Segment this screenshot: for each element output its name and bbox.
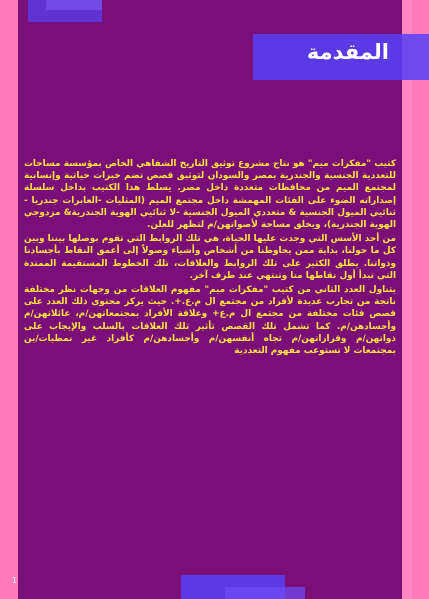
page-title: المقدمة (306, 40, 389, 64)
paragraph-2: من أحد الأسس التي وجدت عليها الحياة، هي تلك الروابط التي تقوم بوصلها بيننا وبين كل ما حولنا، بداية ممن يحاوطنا من أشخاص وأشياء وصولاً إلى أعمق النقاط بأجسادنا وذواتنا. يطلق الكثير على تلك الروابط والعلاقات، تلك الخطوط المستقيمة الممتدة التي تبدأ أول نقاطها منا وتنتهي عند طرف آخر. (24, 234, 396, 281)
page-number: 1 (12, 576, 18, 585)
left-pink-strip (0, 0, 18, 599)
header-band-overlap (402, 34, 429, 80)
paragraph-3: يتناول العدد الثاني من كتيب "مفكرات ميم" مفهوم العلاقات من وجهات نظر مختلفة ناتجة من تجارب عديدة لأفراد من مجتمع ال م.ع.+. حيث يركز محتوى ذلك العدد على قصص فئات مختلفة من مجتمع ال م.ع+ وعلاقة الأفراد بمجتمعاتهن/م، عائلاتهن/م وأجسادهن/م. كما تشمل تلك القصص تأثير تلك العلاقات بالسلب والإيجاب على ذواتهن/م وقراراتهن/م تجاه أنفسهن/م وأجسادهن/م كأفراد غير نمطيات/ين بمجتمعات لا تستوعب مفهوم التعددية (24, 285, 396, 357)
top-left-violet-block-overlay (46, 0, 102, 10)
bottom-violet-block-overlay (225, 587, 305, 599)
body-text (24, 158, 396, 359)
right-pink-strip-inner (402, 0, 412, 599)
paragraph-1: كتيب "مفكرات ميم" هو نتاج مشروع توثيق التاريخ الشفاهي الخاص بمؤسسة مساحات للتعددية الجنسية والجندرية بمصر والسودان لتوثيق قصص تضم خبرات حياتية وإنسانية لمجتمع الميم من محافظات متعددة داخل مصر. يسلط هذا الكتيب بداخل سلسلة إصداراته الضوء على الفئات المهمشة داخل مجتمع الميم (المثليات -العابرات جندريا - ثنائيي الميول الجنسية & متعددي الميول الجنسية -لا ثنائيي الهوية الجندرية& مزدوجي الهوية الجندرية)، ويخلق مساحة لأصواتهن/م لتظهر للعلن. (24, 159, 396, 231)
